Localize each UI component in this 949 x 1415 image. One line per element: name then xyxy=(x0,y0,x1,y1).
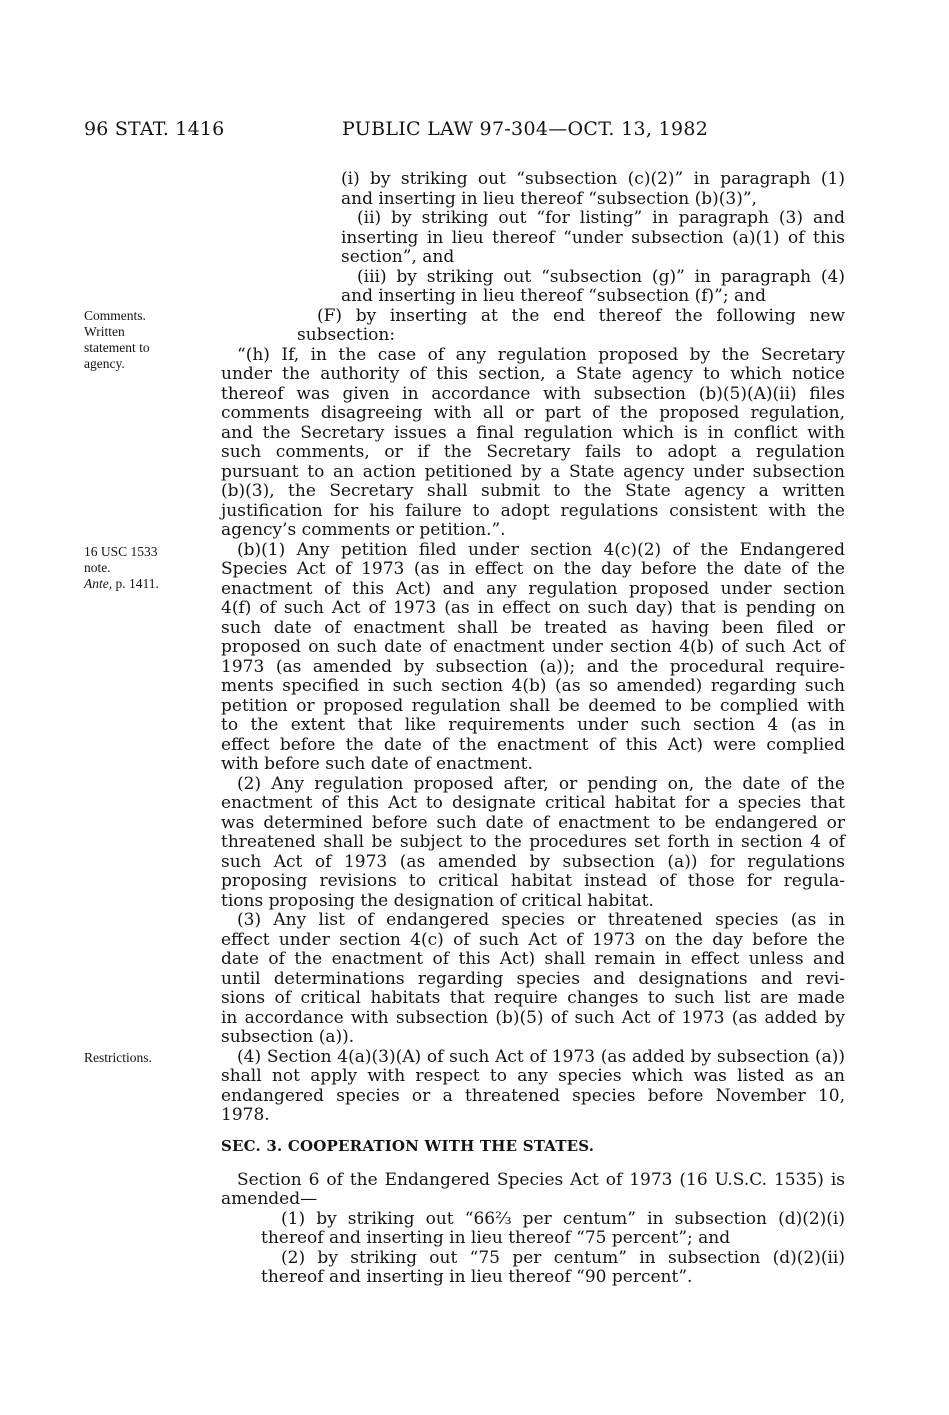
text-line: (1) by striking out “66⅔ per centum” in subsection (d)(2)(i) xyxy=(281,1208,845,1229)
text-line: such Act of 1973 (as amended by subsection (a)) for regulations xyxy=(221,851,845,872)
margin-note-usc xyxy=(84,544,204,592)
text-line: agency’s comments or petition.”. xyxy=(221,520,506,540)
text-line: and the Secretary issues a final regulation which is in conflict with xyxy=(221,422,845,443)
text-line: (F) by inserting at the end thereof the following new xyxy=(317,305,845,326)
text-line: until determinations regarding species and designations and revi- xyxy=(221,968,845,989)
text-line: Species Act of 1973 (as in effect on the day before the date of the xyxy=(221,559,845,579)
margin-note-ante xyxy=(84,576,204,592)
text-line: (iii) by striking out “subsection (g)” in paragraph (4) xyxy=(357,266,845,287)
text-line: enactment of this Act) and any regulation proposed under section xyxy=(221,578,845,599)
text-line: ments specified in such section 4(b) (as so amended) regarding such xyxy=(221,676,845,696)
text-line: to the extent that like requirements under such section 4 (as in xyxy=(221,715,845,735)
text-line: 4(f) of such Act of 1973 (as in effect on such day) that is pending on xyxy=(221,598,845,618)
text-line: petition or proposed regulation shall be deemed to be complied with xyxy=(221,695,845,716)
text-line: enactment of this Act to designate critical habitat for a species that xyxy=(221,793,845,813)
text-line: and inserting in lieu thereof “subsection (f)”; and xyxy=(341,286,766,306)
text-line: such date of enactment shall be treated as having been filed or xyxy=(221,617,845,638)
body-text xyxy=(221,170,845,1288)
text-line: section”, and xyxy=(341,247,455,267)
text-line: subsection: xyxy=(297,325,396,345)
text-line: thereof and inserting in lieu thereof “75 percent”; and xyxy=(261,1228,731,1248)
margin-note-line: Written xyxy=(84,324,125,339)
section-heading: SEC. 3. COOPERATION WITH THE STATES. xyxy=(221,1136,595,1155)
text-line: in accordance with subsection (b)(5) of such Act of 1973 (as added by xyxy=(221,1007,845,1028)
margin-note-line: Restrictions. xyxy=(84,1050,152,1065)
text-line: thereof was given in accordance with subsection (b)(5)(A)(ii) files xyxy=(221,383,845,404)
text-line: subsection (a)). xyxy=(221,1027,355,1047)
text-line: with before such date of enactment. xyxy=(221,754,533,774)
margin-note-line: note. xyxy=(84,560,111,575)
text-line: Section 6 of the Endangered Species Act of 1973 (16 U.S.C. 1535) is xyxy=(237,1169,845,1190)
ante-italic: Ante, xyxy=(84,576,113,591)
margin-note-line: agency. xyxy=(84,356,125,371)
stat-page-number: 96 STAT. 1416 xyxy=(84,118,225,140)
text-line: under the authority of this section, a State agency to which notice xyxy=(221,364,845,384)
text-line: comments disagreeing with all or part of the proposed regulation, xyxy=(221,403,845,423)
margin-note-line: Comments. xyxy=(84,308,146,323)
text-line: inserting in lieu thereof “under subsection (a)(1) of this xyxy=(341,227,845,248)
margin-note-restrictions xyxy=(84,1050,204,1066)
text-line: justification for his failure to adopt regulations consistent with the xyxy=(221,500,845,521)
text-line: (b)(3), the Secretary shall submit to the State agency a written xyxy=(221,481,845,501)
margin-note-comments xyxy=(84,308,204,372)
text-line: (b)(1) Any petition filed under section 4(c)(2) of the Endangered xyxy=(237,539,845,560)
law-title: PUBLIC LAW 97-304—OCT. 13, 1982 xyxy=(342,118,709,140)
text-line: shall not apply with respect to any species which was listed as an xyxy=(221,1066,845,1086)
text-line: (3) Any list of endangered species or threatened species (as in xyxy=(237,910,845,930)
margin-note-line: 16 USC 1533 xyxy=(84,544,158,559)
text-line: proposing revisions to critical habitat instead of those for regula- xyxy=(221,871,845,891)
ante-rest: p. 1411. xyxy=(112,576,159,591)
text-line: (ii) by striking out “for listing” in paragraph (3) and xyxy=(357,208,845,228)
text-line: effect before the date of the enactment of this Act) were complied xyxy=(221,734,845,755)
text-line: amended— xyxy=(221,1189,318,1209)
margin-note-line: statement to xyxy=(84,340,150,355)
text-line: (4) Section 4(a)(3)(A) of such Act of 1973 (as added by subsection (a)) xyxy=(237,1046,845,1067)
page-header xyxy=(84,118,849,146)
text-line: sions of critical habitats that require changes to such list are made xyxy=(221,988,845,1008)
text-line: (2) Any regulation proposed after, or pending on, the date of the xyxy=(237,773,845,794)
text-line: and inserting in lieu thereof “subsection (b)(3)”, xyxy=(341,188,757,209)
text-line: 1973 (as amended by subsection (a)); and the procedural require- xyxy=(221,656,845,677)
text-line: (2) by striking out “75 per centum” in subsection (d)(2)(ii) xyxy=(281,1247,845,1268)
text-line: proposed on such date of enactment under section 4(b) of such Act of xyxy=(221,637,845,657)
text-line: pursuant to an action petitioned by a State agency under subsection xyxy=(221,461,845,482)
text-line: (i) by striking out “subsection (c)(2)” in paragraph (1) xyxy=(341,169,845,189)
text-line: threatened shall be subject to the procedures set forth in section 4 of xyxy=(221,832,845,852)
text-line: tions proposing the designation of critical habitat. xyxy=(221,890,654,911)
text-line: endangered species or a threatened species before November 10, xyxy=(221,1085,845,1106)
text-line: such comments, or if the Secretary fails to adopt a regulation xyxy=(221,442,845,462)
text-line: effect under section 4(c) of such Act of 1973 on the day before the xyxy=(221,929,845,950)
text-line: thereof and inserting in lieu thereof “90 percent”. xyxy=(261,1267,693,1287)
text-line: 1978. xyxy=(221,1105,270,1125)
text-line: was determined before such date of enactment to be endangered or xyxy=(221,812,845,833)
text-line: “(h) If, in the case of any regulation proposed by the Secretary xyxy=(237,344,845,365)
text-line: date of the enactment of this Act) shall remain in effect unless and xyxy=(221,949,845,969)
